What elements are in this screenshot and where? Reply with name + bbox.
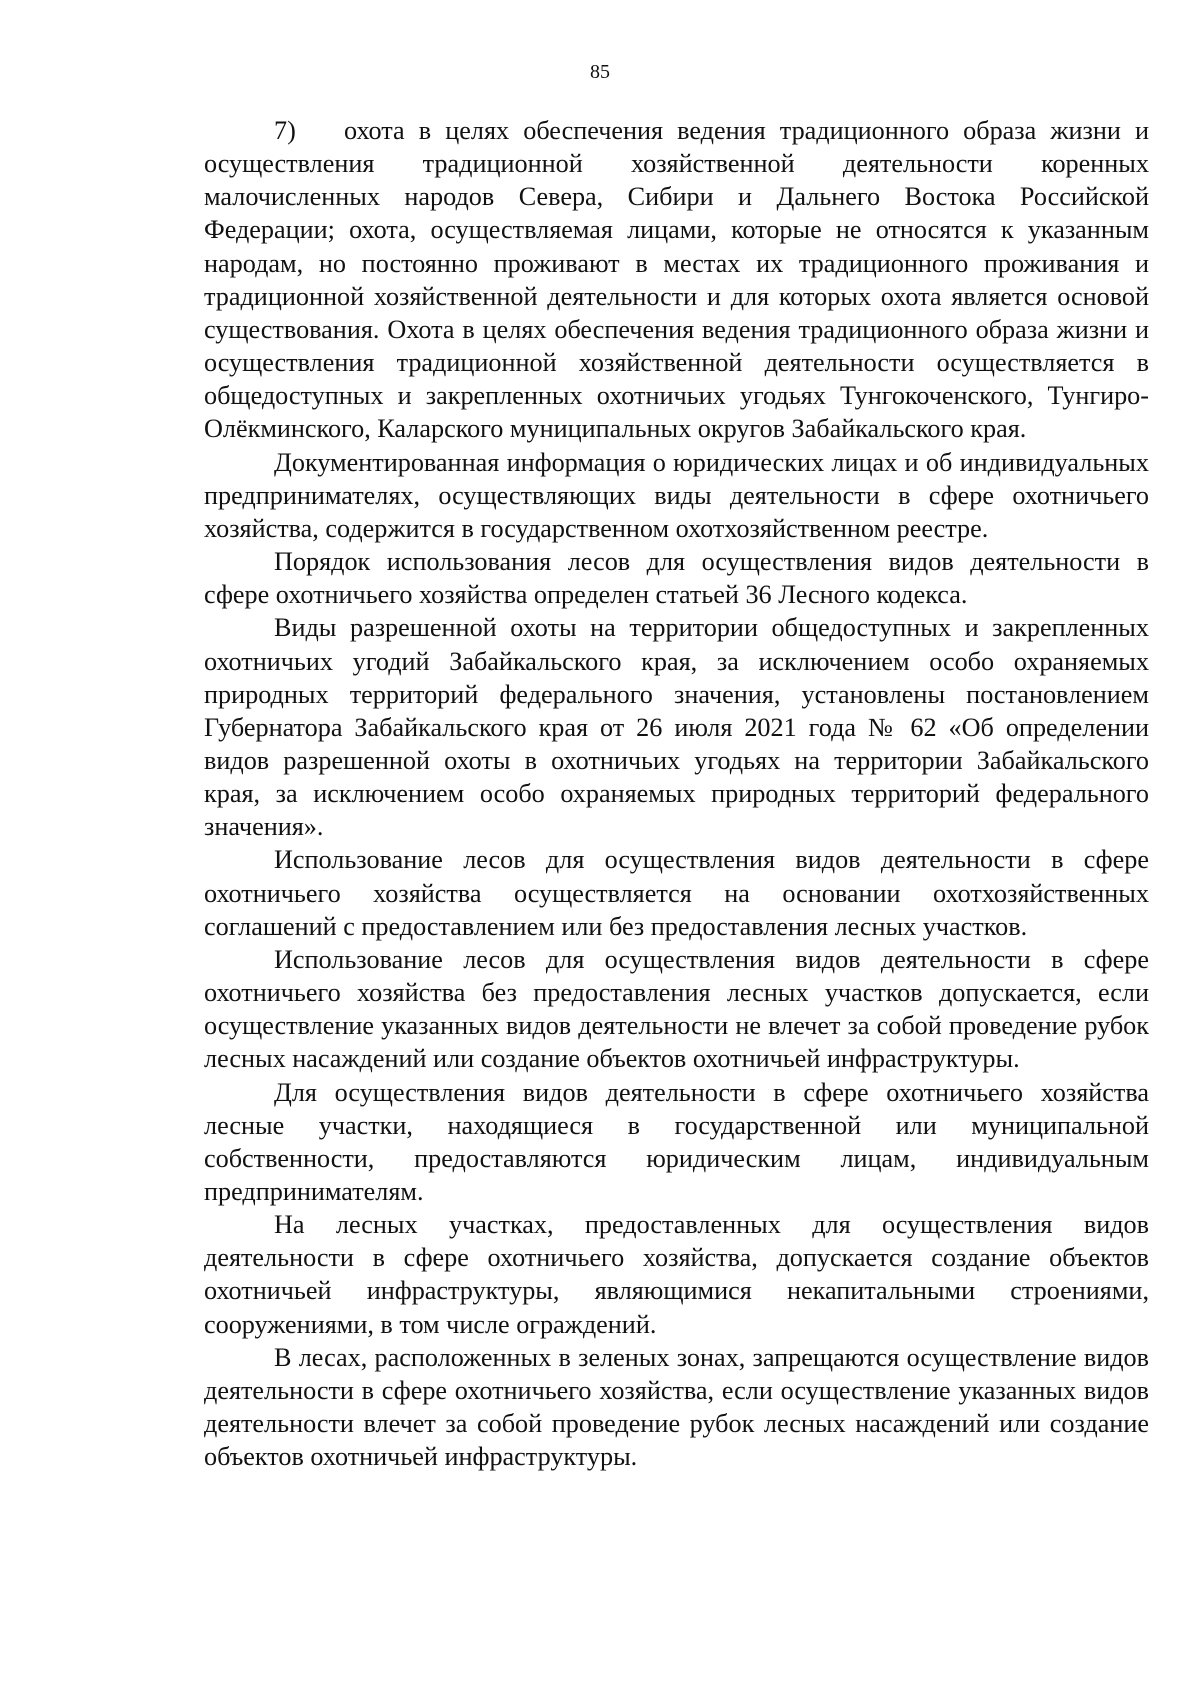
paragraph-text: охота в целях обеспечения ведения традиционного образа жизни и осуществления традиционной хозяйственной деятельности коренных малочисленных народов Севера, Сибири и Дальнего Востока Российской Федерации; охота, осуществляемая лицами, которые не относятся к указанным народам, но постоянно проживают в местах их традиционного проживания и традиционной хозяйственной деятельности и для которых охота является основой существования. Охота в целях обеспечения ведения традиционного образа жизни и осуществления традиционной хозяйственной деятельности осуществляется в общедоступных и закрепленных охотничьих угодьях Тунгокоченского, Тунгиро-Олёкминского, Каларского муниципальных округов Забайкальского края. — [204, 116, 1149, 444]
paragraph-item-7 — [204, 114, 1149, 446]
paragraph-documented-info: Документированная информация о юридических лицах и об индивидуальных предпринимателях, осуществляющих виды деятельности в сфере охотничьего хозяйства, содержится в государственном охотхозяйственном реестре. — [204, 447, 1149, 543]
paragraph-allowed-hunting-types: Виды разрешенной охоты на территории общедоступных и закрепленных охотничьих угодий Забайкальского края, за исключением особо охраняемых природных территорий федерального значения, установлены постановлением Губернатора Забайкальского края от 26 июля 2021 года № 62 «Об определении видов разрешенной охоты в охотничьих угодьях на территории Забайкальского края, за исключением особо охраняемых природных территорий федерального значения». — [204, 613, 1149, 842]
paragraph-forest-use-agreements: Использование лесов для осуществления видов деятельности в сфере охотничьего хозяйства осуществляется на основании охотхозяйственных соглашений с предоставлением или без предоставления лесных участков. — [204, 845, 1149, 941]
list-item-number: 7) — [274, 116, 296, 145]
paragraph-green-zones: В лесах, расположенных в зеленых зонах, запрещаются осуществление видов деятельности в сфере охотничьего хозяйства, если осуществление указанных видов деятельности влечет за собой проведение рубок лесных насаждений или создание объектов охотничьей инфраструктуры. — [204, 1342, 1149, 1472]
paragraph-plot-provision: Для осуществления видов деятельности в сфере охотничьего хозяйства лесные участки, находящиеся в государственной или муниципальной собственности, предоставляются юридическим лицам, индивидуальным предпринимателям. — [204, 1077, 1149, 1206]
document-body — [204, 114, 1149, 1473]
paragraph-forest-use-without-plots: Использование лесов для осуществления видов деятельности в сфере охотничьего хозяйства без предоставления лесных участков допускается, если осуществление указанных видов деятельности не влечет за собой проведение рубок лесных насаждений или создание объектов охотничьей инфраструктуры. — [204, 944, 1149, 1074]
paragraph-infrastructure: На лесных участках, предоставленных для осуществления видов деятельности в сфере охотничьего хозяйства, допускается создание объектов охотничьей инфраструктуры, являющимися некапитальными строениями, сооружениями, в том числе ограждений. — [204, 1210, 1149, 1339]
paragraph-forest-use-order: Порядок использования лесов для осуществления видов деятельности в сфере охотничьего хозяйства определен статьей 36 Лесного кодекса. — [204, 547, 1149, 610]
page-number: 85 — [590, 61, 610, 83]
